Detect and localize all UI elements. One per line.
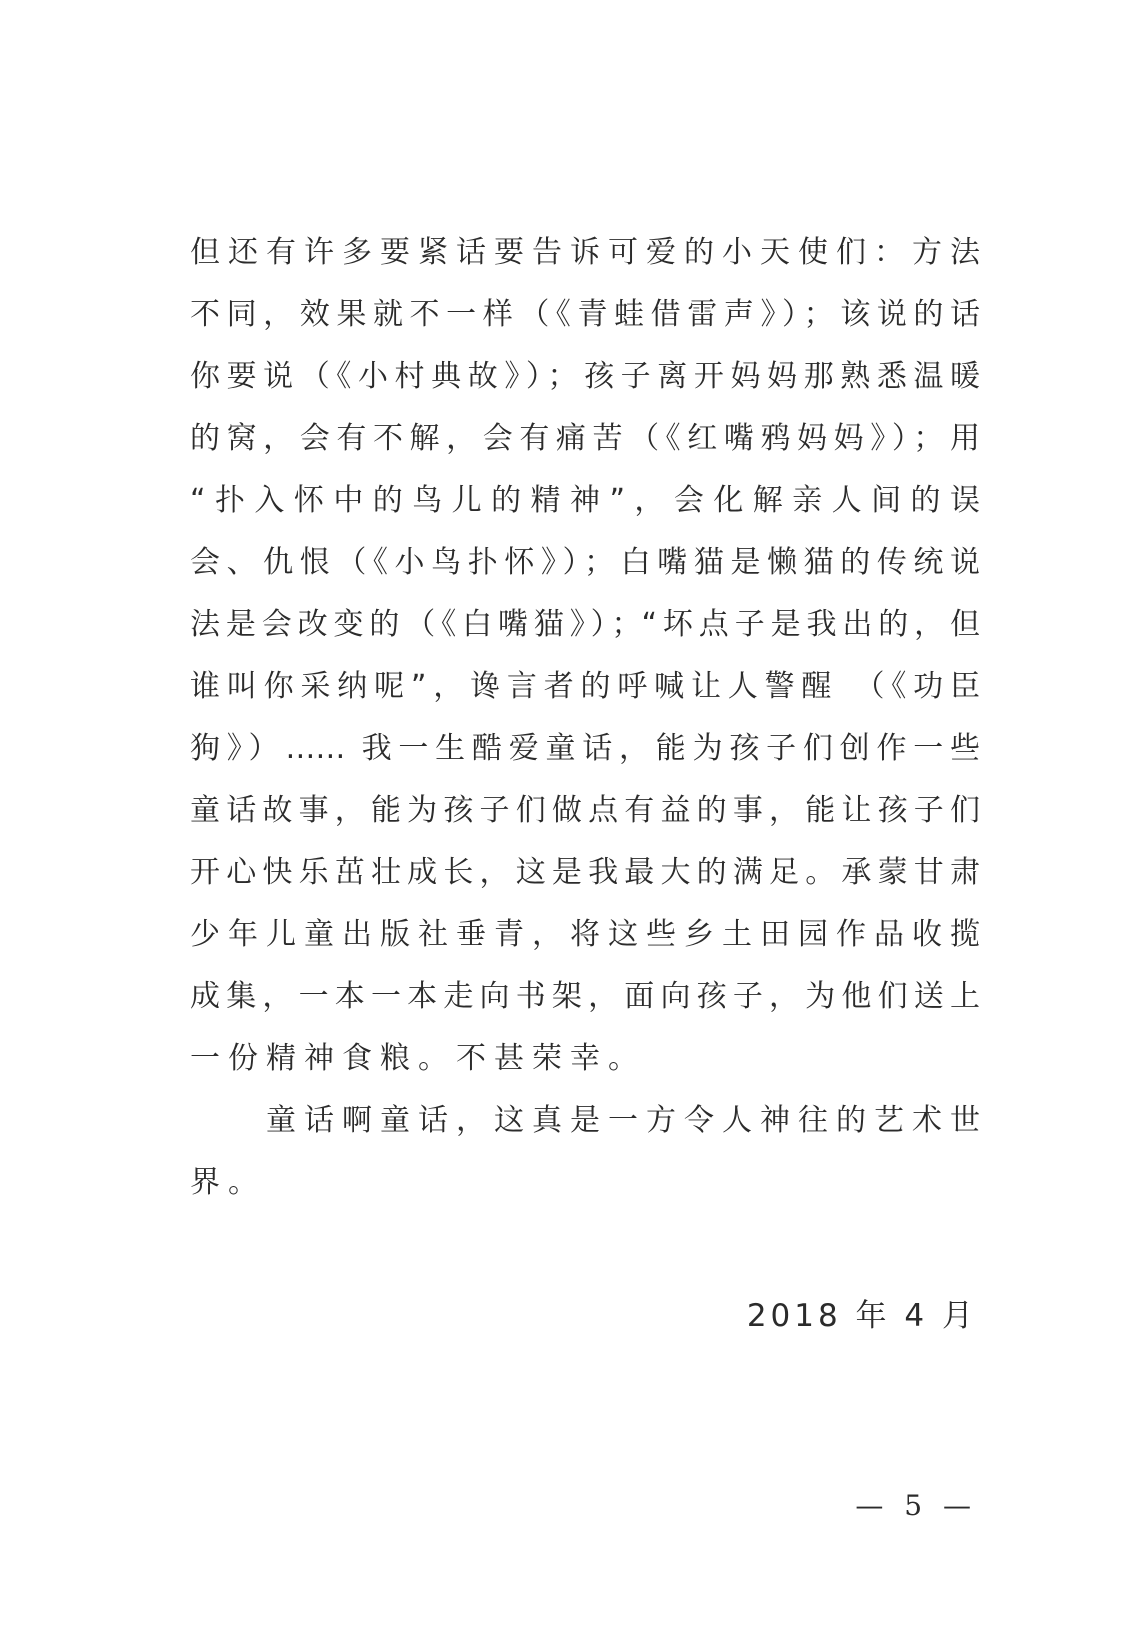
text-line: 法是会改变的（《白嘴猫》）；“坏点子是我出的，但 xyxy=(190,607,980,642)
text-line: “扑入怀中的鸟儿的精神”，会化解亲人间的误 xyxy=(190,483,980,518)
text-line: 狗》）…… 我一生酷爱童话，能为孩子们创作一些 xyxy=(190,731,980,766)
text-line: 界。 xyxy=(190,1165,266,1200)
text-line: 童话故事，能为孩子们做点有益的事，能让孩子们 xyxy=(190,793,980,828)
text-line: 童话啊童话，这真是一方令人神往的艺术世 xyxy=(190,1103,980,1138)
text-line: 但还有许多要紧话要告诉可爱的小天使们：方法 xyxy=(190,235,980,270)
text-line: 谁叫你采纳呢”，谗言者的呼喊让人警醒 （《功臣 xyxy=(190,669,980,704)
text-line: 你要说（《小村典故》）；孩子离开妈妈那熟悉温暖 xyxy=(190,359,980,394)
text-line: 开心快乐茁壮成长，这是我最大的满足。承蒙甘肃 xyxy=(190,855,980,890)
text-line: 成集，一本一本走向书架，面向孩子，为他们送上 xyxy=(190,979,980,1014)
page-number: — 5 — xyxy=(855,1489,977,1522)
date-signature: 2018 年 4 月 xyxy=(746,1298,977,1334)
text-line: 一份精神食粮。不甚荣幸。 xyxy=(190,1041,646,1076)
body-text xyxy=(190,222,980,1214)
text-line: 的窝，会有不解，会有痛苦（《红嘴鸦妈妈》）；用 xyxy=(190,421,980,456)
text-line: 不同，效果就不一样（《青蛙借雷声》）；该说的话 xyxy=(190,297,980,332)
text-line: 会、仇恨（《小鸟扑怀》）；白嘴猫是懒猫的传统说 xyxy=(190,545,980,580)
text-line: 少年儿童出版社垂青，将这些乡土田园作品收揽 xyxy=(190,917,980,952)
